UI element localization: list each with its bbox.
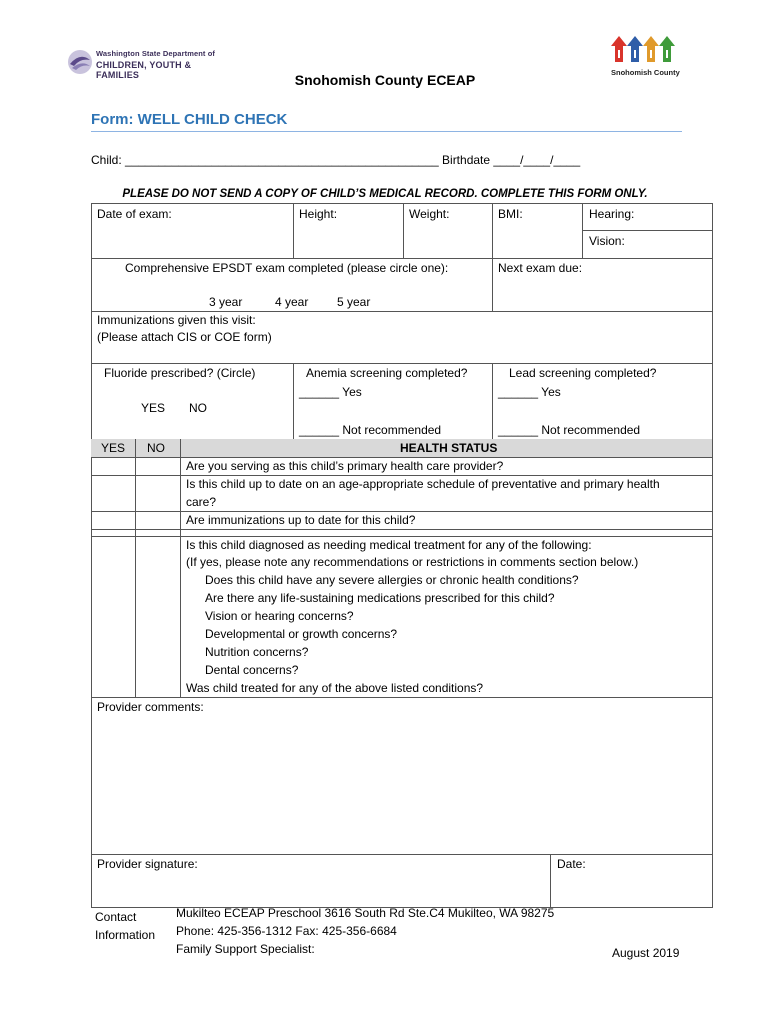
snohomish-county-people-logo-icon — [609, 32, 679, 66]
sub-question-dental: Dental concerns? — [205, 663, 299, 677]
question-up-to-date-line1: Is this child up to date on an age-appropriate schedule of preventative and primary health — [186, 477, 660, 491]
health-status-heading: HEALTH STATUS — [400, 441, 498, 455]
question-primary-provider: Are you serving as this child’s primary health care provider? — [186, 459, 504, 473]
height-label[interactable]: Height: — [299, 207, 338, 221]
provider-signature-label[interactable]: Provider signature: — [97, 857, 198, 871]
next-exam-label[interactable]: Next exam due: — [498, 261, 583, 275]
year-option-3[interactable]: 3 year — [209, 295, 243, 309]
form-notice: PLEASE DO NOT SEND A COPY OF CHILD’S MEDICAL RECORD. COMPLETE THIS FORM ONLY. — [122, 188, 648, 200]
contact-address: Mukilteo ECEAP Preschool 3616 South Rd Ste.C4 Mukilteo, WA 98275 — [176, 906, 555, 920]
immunizations-note: (Please attach CIS or COE form) — [97, 330, 272, 344]
dcyf-org-line2: CHILDREN, YOUTH & FAMILIES — [96, 60, 192, 80]
question-diagnosed-line1: Is this child diagnosed as needing medical treatment for any of the following: — [186, 538, 592, 552]
anemia-yes[interactable]: ______ Yes — [299, 385, 362, 399]
anemia-label: Anemia screening completed? — [306, 366, 468, 380]
question-up-to-date-line2: care? — [186, 495, 217, 509]
sub-question-developmental: Developmental or growth concerns? — [205, 627, 398, 641]
weight-label[interactable]: Weight: — [409, 207, 450, 221]
anemia-not-recommended[interactable]: ______ Not recommended — [299, 423, 442, 437]
date-of-exam-label[interactable]: Date of exam: — [97, 207, 172, 221]
bmi-label[interactable]: BMI: — [498, 207, 523, 221]
snohomish-logo-caption: Snohomish County — [611, 68, 680, 77]
title-rule — [91, 131, 682, 132]
sub-question-nutrition: Nutrition concerns? — [205, 645, 309, 659]
col-yes-header: YES — [101, 441, 126, 455]
col-no-header: NO — [147, 441, 165, 455]
sub-question-medications: Are there any life-sustaining medications prescribed for this child? — [205, 591, 555, 605]
question-immunizations: Are immunizations up to date for this child? — [186, 513, 416, 527]
provider-date-label[interactable]: Date: — [557, 857, 586, 871]
year-option-5[interactable]: 5 year — [337, 295, 371, 309]
dcyf-org-line1: Washington State Department of — [96, 49, 215, 58]
year-option-4[interactable]: 4 year — [275, 295, 309, 309]
question-treated: Was child treated for any of the above listed conditions? — [186, 681, 484, 695]
contact-label-line1: Contact — [95, 910, 137, 924]
sub-question-vision-hearing: Vision or hearing concerns? — [205, 609, 354, 623]
lead-label: Lead screening completed? — [509, 366, 657, 380]
lead-yes[interactable]: ______ Yes — [498, 385, 561, 399]
hearing-label[interactable]: Hearing: — [589, 207, 635, 221]
fluoride-yes[interactable]: YES — [141, 401, 166, 415]
fluoride-no[interactable]: NO — [189, 401, 207, 415]
vision-label[interactable]: Vision: — [589, 234, 625, 248]
contact-phone: Phone: 425-356-1312 Fax: 425-356-6684 — [176, 924, 397, 938]
contact-label-line2: Information — [95, 928, 156, 942]
child-birthdate-line[interactable]: Child: _______________________________________________ Birthdate ____/____/____ — [91, 153, 581, 167]
epsdt-label: Comprehensive EPSDT exam completed (please circle one): — [125, 261, 449, 275]
footer-date: August 2019 — [612, 946, 680, 960]
contact-specialist: Family Support Specialist: — [176, 942, 315, 956]
provider-comments-label[interactable]: Provider comments: — [97, 700, 204, 714]
immunizations-label[interactable]: Immunizations given this visit: — [97, 313, 256, 327]
lead-not-recommended[interactable]: ______ Not recommended — [498, 423, 641, 437]
page-title: Snohomish County ECEAP — [294, 72, 476, 88]
sub-question-allergies: Does this child have any severe allergies or chronic health conditions? — [205, 573, 579, 587]
fluoride-label: Fluoride prescribed? (Circle) — [104, 366, 256, 380]
question-diagnosed-line2: (If yes, please note any recommendations or restrictions in comments section below.) — [186, 555, 639, 569]
form-title: Form: WELL CHILD CHECK — [91, 111, 288, 128]
